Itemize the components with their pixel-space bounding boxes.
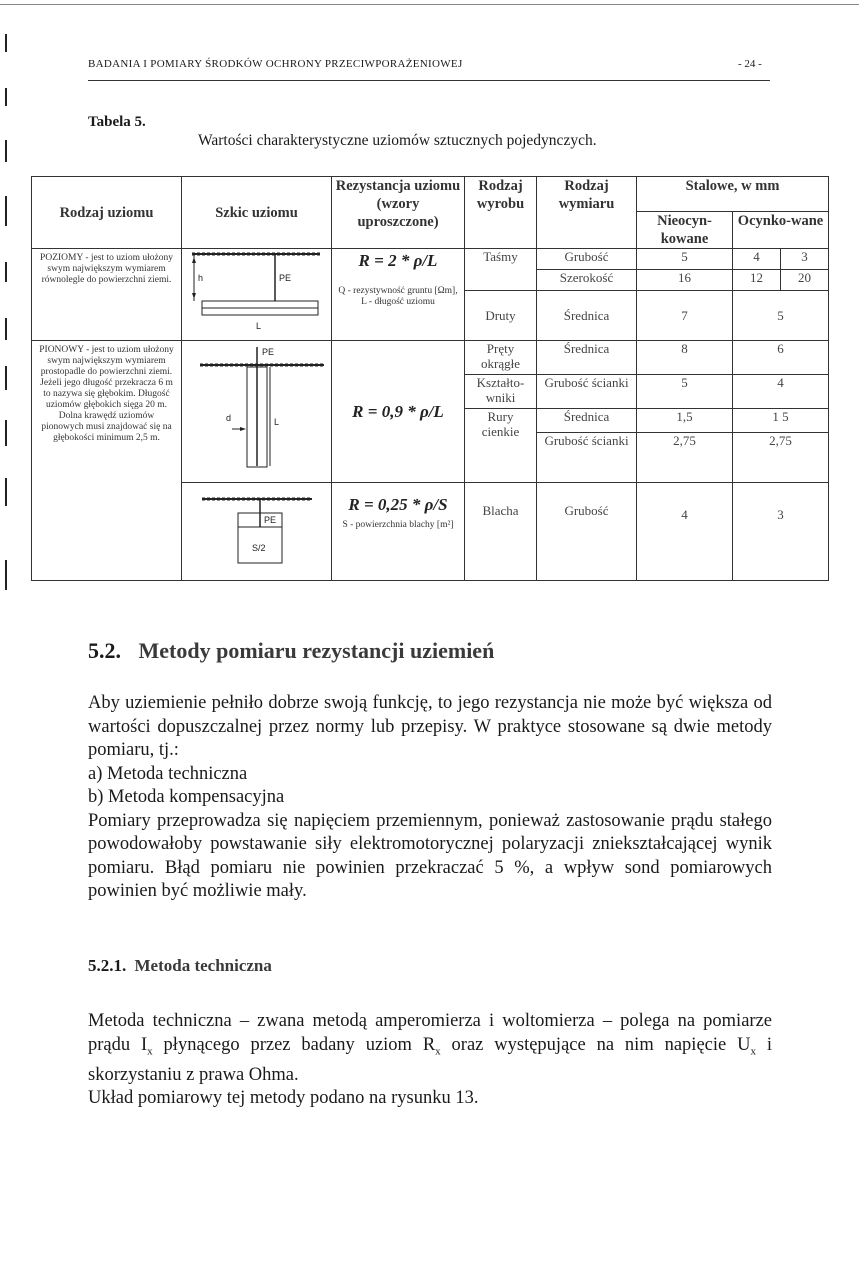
sketch-label-d: d (226, 413, 232, 423)
sketch-blacha (182, 483, 332, 581)
sketch-label-pe-blacha: PE (264, 515, 277, 525)
prety-ocynkowane: 6 (733, 341, 829, 375)
section-number: 5.2. (88, 638, 121, 663)
formula-blacha: R = 0,25 * ρ/S (348, 495, 448, 514)
subsection-title: Metoda techniczna (134, 956, 272, 975)
wymiar-prety: Średnica (537, 341, 637, 375)
wyrob-rury: Rury cienkie (465, 409, 537, 483)
formula-note-l: L - długość uziomu (361, 297, 435, 307)
formula-note-s: S - powierzchnia blachy [m²] (342, 520, 454, 530)
scan-mark (5, 88, 7, 106)
tasmy-grubosc-nieocynkowane: 5 (637, 249, 733, 270)
table-caption: Wartości charakterystyczne uziomów sztucznych pojedynczych. (198, 132, 597, 149)
blacha-ocynkowane: 3 (733, 483, 829, 581)
pionowy-description: PIONOWY - jest to uziom ułożony swym największym wymiarem prostopadle do powierzchni ziemi. Jeżeli jego długość przekracza 6 m to nazywa się głębokim. Długość uziomów głębokich sięga 20 m. Dolna krawędź uziomów pionowych musi znajdować się na głębokości minimum 2,5 m. (32, 341, 182, 581)
header-rule (88, 80, 770, 81)
druty-nieocynkowane: 7 (637, 290, 733, 340)
paragraph-measurement: Pomiary przeprowadza się napięciem przemiennym, ponieważ zastosowanie prądu stałego powodowałoby powstawanie siły elektromotorycznej polaryzacji zniekształcającej wynik pomiaru. Błąd pomiaru nie powinien przekraczać 5 %, a wpływ sond pomiarowych powinien być możliwie mały. (88, 810, 772, 901)
rury-srednica-nieocynkowane: 1,5 (637, 409, 733, 433)
rury-grubosc-ocynkowane: 2,75 (733, 433, 829, 483)
scan-mark (5, 366, 7, 390)
formula-poziomy: R = 2 * ρ/L (358, 251, 438, 270)
sketch-label-pe-pionowy: PE (262, 347, 275, 357)
prety-nieocynkowane: 8 (637, 341, 733, 375)
wyrob-tasmy: Taśmy (465, 249, 537, 291)
body-text-1 (88, 692, 772, 904)
col-header-nieocynkowane: Nieocyn-kowane (637, 212, 733, 249)
col-header-rodzaj: Rodzaj uziomu (32, 177, 182, 249)
scan-mark (5, 262, 7, 282)
druty-ocynkowane: 5 (733, 290, 829, 340)
col-header-rezystancja: Rezystancja uziomu (wzory uproszczone) (332, 177, 465, 249)
wyrob-blacha: Blacha (465, 483, 537, 581)
tasmy-grubosc-ocynkowane-a: 4 (733, 249, 781, 270)
col-header-wyrob: Rodzaj wyrobu (465, 177, 537, 249)
col-header-szkic: Szkic uziomu (182, 177, 332, 249)
wymiar-rury-grubosc: Grubość ścianki (537, 433, 637, 483)
tasmy-grubosc-ocynkowane-b: 3 (781, 249, 829, 270)
scan-mark (5, 560, 7, 590)
poziomy-description: POZIOMY - jest to uziom ułożony swym największym wymiarem równolegle do powierzchni ziemi. (32, 249, 182, 341)
running-header: BADANIA I POMIARY ŚRODKÓW OCHRONY PRZECIWPORAŻENIOWEJ (88, 58, 463, 70)
tasmy-szerokosc-ocynkowane-a: 12 (733, 269, 781, 290)
section-title: Metody pomiaru rezystancji uziemień (138, 638, 495, 663)
col-header-stalowe: Stalowe, w mm (637, 177, 829, 212)
tasmy-szerokosc-ocynkowane-b: 20 (781, 269, 829, 290)
wymiar-blacha: Grubość (537, 483, 637, 581)
sketch-label-s2: S/2 (252, 543, 266, 553)
wymiar-rury-srednica: Średnica (537, 409, 637, 433)
col-header-ocynkowane: Ocynko-wane (733, 212, 829, 249)
ksztaltowniki-nieocynkowane: 5 (637, 375, 733, 409)
sketch-label-h: h (198, 273, 204, 283)
list-item-b: b) Metoda kompensacyjna (88, 787, 285, 807)
ksztaltowniki-ocynkowane: 4 (733, 375, 829, 409)
formula-poziomy-cell (332, 249, 465, 341)
scan-mark (5, 34, 7, 52)
scan-top-line (0, 4, 859, 5)
sketch-poziomy (182, 249, 332, 341)
wymiar-druty: Średnica (537, 290, 637, 340)
scan-mark (5, 196, 7, 226)
paragraph-intro: Aby uziemienie pełniło dobrze swoją funkcję, to jego rezystancja nie może być większa od wartości dopuszczalnej przez normy lub przepisy. W praktyce stosowane są dwie metody pomiaru, tj.: (88, 693, 772, 760)
sketch-label-pe: PE (279, 273, 292, 283)
wymiar-tasmy-grubosc: Grubość (537, 249, 637, 270)
body-text-2 (88, 1010, 772, 1111)
formula-blacha-cell (332, 483, 465, 581)
plate-electrode-diagram (182, 483, 332, 575)
table-label: Tabela 5. (88, 114, 146, 130)
page-number: - 24 - (738, 58, 762, 70)
wymiar-tasmy-szerokosc: Szerokość (537, 269, 637, 290)
subsection-heading (88, 956, 272, 976)
wyrob-ksztaltowniki: Kształto-wniki (465, 375, 537, 409)
formula-pionowy: R = 0,9 * ρ/L (352, 402, 444, 421)
paragraph-method: Metoda techniczna – zwana metodą amperomierza i woltomierza – polega na pomiarze prądu $I_x$ płynącego przez badany uziom $R_x$ oraz występujące na nim napięcie $U_x$ i skorzystaniu z prawa Ohma. (88, 1011, 772, 1085)
formula-note-rho: Q - rezystywność gruntu [Ωm], (338, 286, 458, 296)
scan-mark (5, 420, 7, 446)
col-header-wymiar: Rodzaj wymiaru (537, 177, 637, 249)
wyrob-prety: Pręty okrągłe (465, 341, 537, 375)
sketch-label-l: L (256, 321, 262, 331)
sketch-label-l-pionowy: L (274, 417, 280, 427)
rury-grubosc-nieocynkowane: 2,75 (637, 433, 733, 483)
subsection-number: 5.2.1. (88, 956, 127, 975)
section-heading (88, 638, 494, 664)
sketch-pionowy (182, 341, 332, 483)
formula-pionowy-cell (332, 341, 465, 483)
list-item-a: a) Metoda techniczna (88, 763, 248, 784)
paragraph-figure-ref: Układ pomiarowy tej metody podano na rysunku 13. (88, 1088, 479, 1109)
rury-srednica-ocynkowane: 1 5 (733, 409, 829, 433)
table-5 (31, 176, 829, 581)
scan-mark (5, 318, 7, 340)
scan-mark (5, 140, 7, 162)
blacha-nieocynkowane: 4 (637, 483, 733, 581)
tasmy-szerokosc-nieocynkowane: 16 (637, 269, 733, 290)
scan-mark (5, 478, 7, 506)
vertical-electrode-diagram (182, 341, 332, 479)
horizontal-electrode-diagram (182, 249, 332, 337)
wyrob-druty: Druty (465, 290, 537, 340)
wymiar-ksztaltowniki: Grubość ścianki (537, 375, 637, 409)
